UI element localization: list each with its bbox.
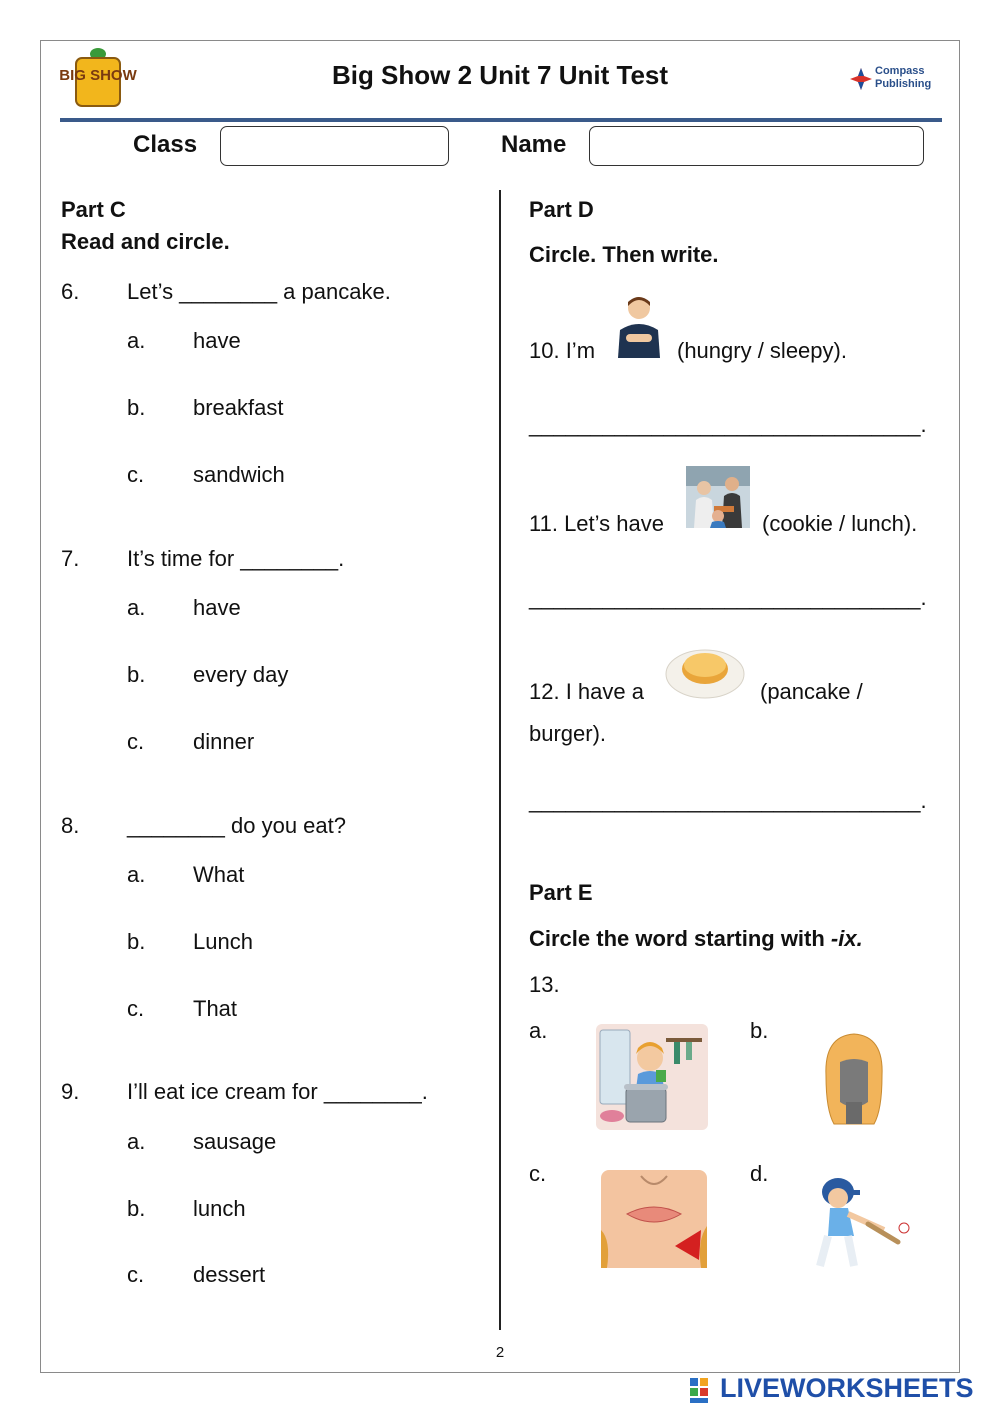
column-divider bbox=[499, 190, 501, 1330]
question-text: I’ll eat ice cream for ________. bbox=[127, 1079, 428, 1104]
option-letter: a. bbox=[127, 328, 146, 353]
choice-text[interactable]: (pancake / bbox=[760, 679, 863, 704]
item-prefix: 11. Let’s have bbox=[529, 511, 664, 536]
item-prefix: 10. I’m bbox=[529, 338, 596, 363]
part-d-instruction: Circle. Then write. bbox=[529, 242, 719, 267]
option-letter: a. bbox=[127, 1129, 146, 1154]
question-number: 9. bbox=[61, 1079, 80, 1104]
item-prefix: 12. I have a bbox=[529, 679, 644, 704]
class-field[interactable] bbox=[220, 126, 449, 166]
option-b-hair-image[interactable] bbox=[820, 1032, 888, 1128]
part-d-title: Part D bbox=[529, 197, 594, 222]
svg-text:BIG SHOW: BIG SHOW bbox=[59, 67, 137, 84]
option-letter: d. bbox=[750, 1161, 769, 1186]
lunch-image bbox=[686, 466, 750, 528]
option-letter: b. bbox=[127, 1196, 146, 1221]
answer-option[interactable]: Lunch bbox=[193, 929, 253, 954]
option-letter: c. bbox=[529, 1161, 547, 1186]
answer-option[interactable]: sausage bbox=[193, 1129, 277, 1154]
question-number: 8. bbox=[61, 813, 80, 838]
option-letter: b. bbox=[750, 1018, 769, 1043]
question-text: It’s time for ________. bbox=[127, 546, 345, 571]
choice-text-continued[interactable]: burger). bbox=[529, 721, 607, 746]
part-c-instruction: Read and circle. bbox=[61, 229, 230, 254]
option-letter: a. bbox=[127, 862, 146, 887]
option-letter: c. bbox=[127, 1262, 145, 1287]
option-a-mixing-image[interactable] bbox=[596, 1024, 708, 1130]
question-text: Let’s ________ a pancake. bbox=[127, 279, 391, 304]
page-title: Big Show 2 Unit 7 Unit Test bbox=[331, 60, 669, 90]
option-d-batter-image[interactable] bbox=[808, 1170, 914, 1272]
answer-option[interactable]: That bbox=[193, 996, 238, 1021]
name-label: Name bbox=[501, 131, 567, 158]
liveworksheets-brand[interactable] bbox=[690, 1373, 990, 1406]
option-letter: b. bbox=[127, 662, 146, 687]
answer-line[interactable]: ________________________________. bbox=[529, 585, 927, 610]
publisher-logo bbox=[846, 64, 936, 94]
answer-line[interactable]: ________________________________. bbox=[529, 788, 927, 813]
option-letter: c. bbox=[127, 462, 145, 487]
option-c-lips-image[interactable] bbox=[601, 1170, 707, 1268]
option-letter: c. bbox=[127, 729, 145, 754]
publisher-line-1: Compass bbox=[875, 65, 925, 77]
option-letter: b. bbox=[127, 395, 146, 420]
option-letter: a. bbox=[529, 1018, 548, 1043]
answer-option[interactable]: dessert bbox=[193, 1262, 266, 1287]
answer-option[interactable]: breakfast bbox=[193, 395, 284, 420]
question-number: 13. bbox=[529, 972, 560, 997]
part-e-title: Part E bbox=[529, 880, 593, 905]
name-field[interactable] bbox=[589, 126, 924, 166]
pancake-image bbox=[664, 640, 746, 700]
header-rule bbox=[60, 118, 942, 122]
choice-text[interactable]: (cookie / lunch). bbox=[762, 511, 918, 536]
question-number: 6. bbox=[61, 279, 80, 304]
instruction-text: Circle the word starting with bbox=[529, 926, 831, 951]
answer-option[interactable]: have bbox=[193, 595, 241, 620]
answer-option[interactable]: What bbox=[193, 862, 245, 887]
answer-option[interactable]: dinner bbox=[193, 729, 255, 754]
question-text: ________ do you eat? bbox=[127, 813, 346, 838]
answer-option[interactable]: sandwich bbox=[193, 462, 285, 487]
answer-option[interactable]: every day bbox=[193, 662, 289, 687]
option-letter: c. bbox=[127, 996, 145, 1021]
part-c-title: Part C bbox=[61, 197, 126, 222]
liveworksheets-icon bbox=[690, 1378, 718, 1404]
option-letter: a. bbox=[127, 595, 146, 620]
part-e-instruction bbox=[529, 926, 863, 952]
question-number: 7. bbox=[61, 546, 80, 571]
answer-option[interactable]: have bbox=[193, 328, 241, 353]
answer-option[interactable]: lunch bbox=[193, 1196, 246, 1221]
instruction-emphasis: -ix. bbox=[830, 926, 863, 951]
page-number: 2 bbox=[495, 1344, 505, 1361]
choice-text[interactable]: (hungry / sleepy). bbox=[677, 338, 847, 363]
answer-line[interactable]: ________________________________. bbox=[529, 412, 927, 437]
class-label: Class bbox=[133, 131, 198, 158]
option-letter: b. bbox=[127, 929, 146, 954]
sleepy-boy-image bbox=[612, 294, 666, 358]
publisher-line-2: Publishing bbox=[875, 78, 932, 90]
brand-text: LIVEWORKSHEETS bbox=[720, 1373, 974, 1403]
